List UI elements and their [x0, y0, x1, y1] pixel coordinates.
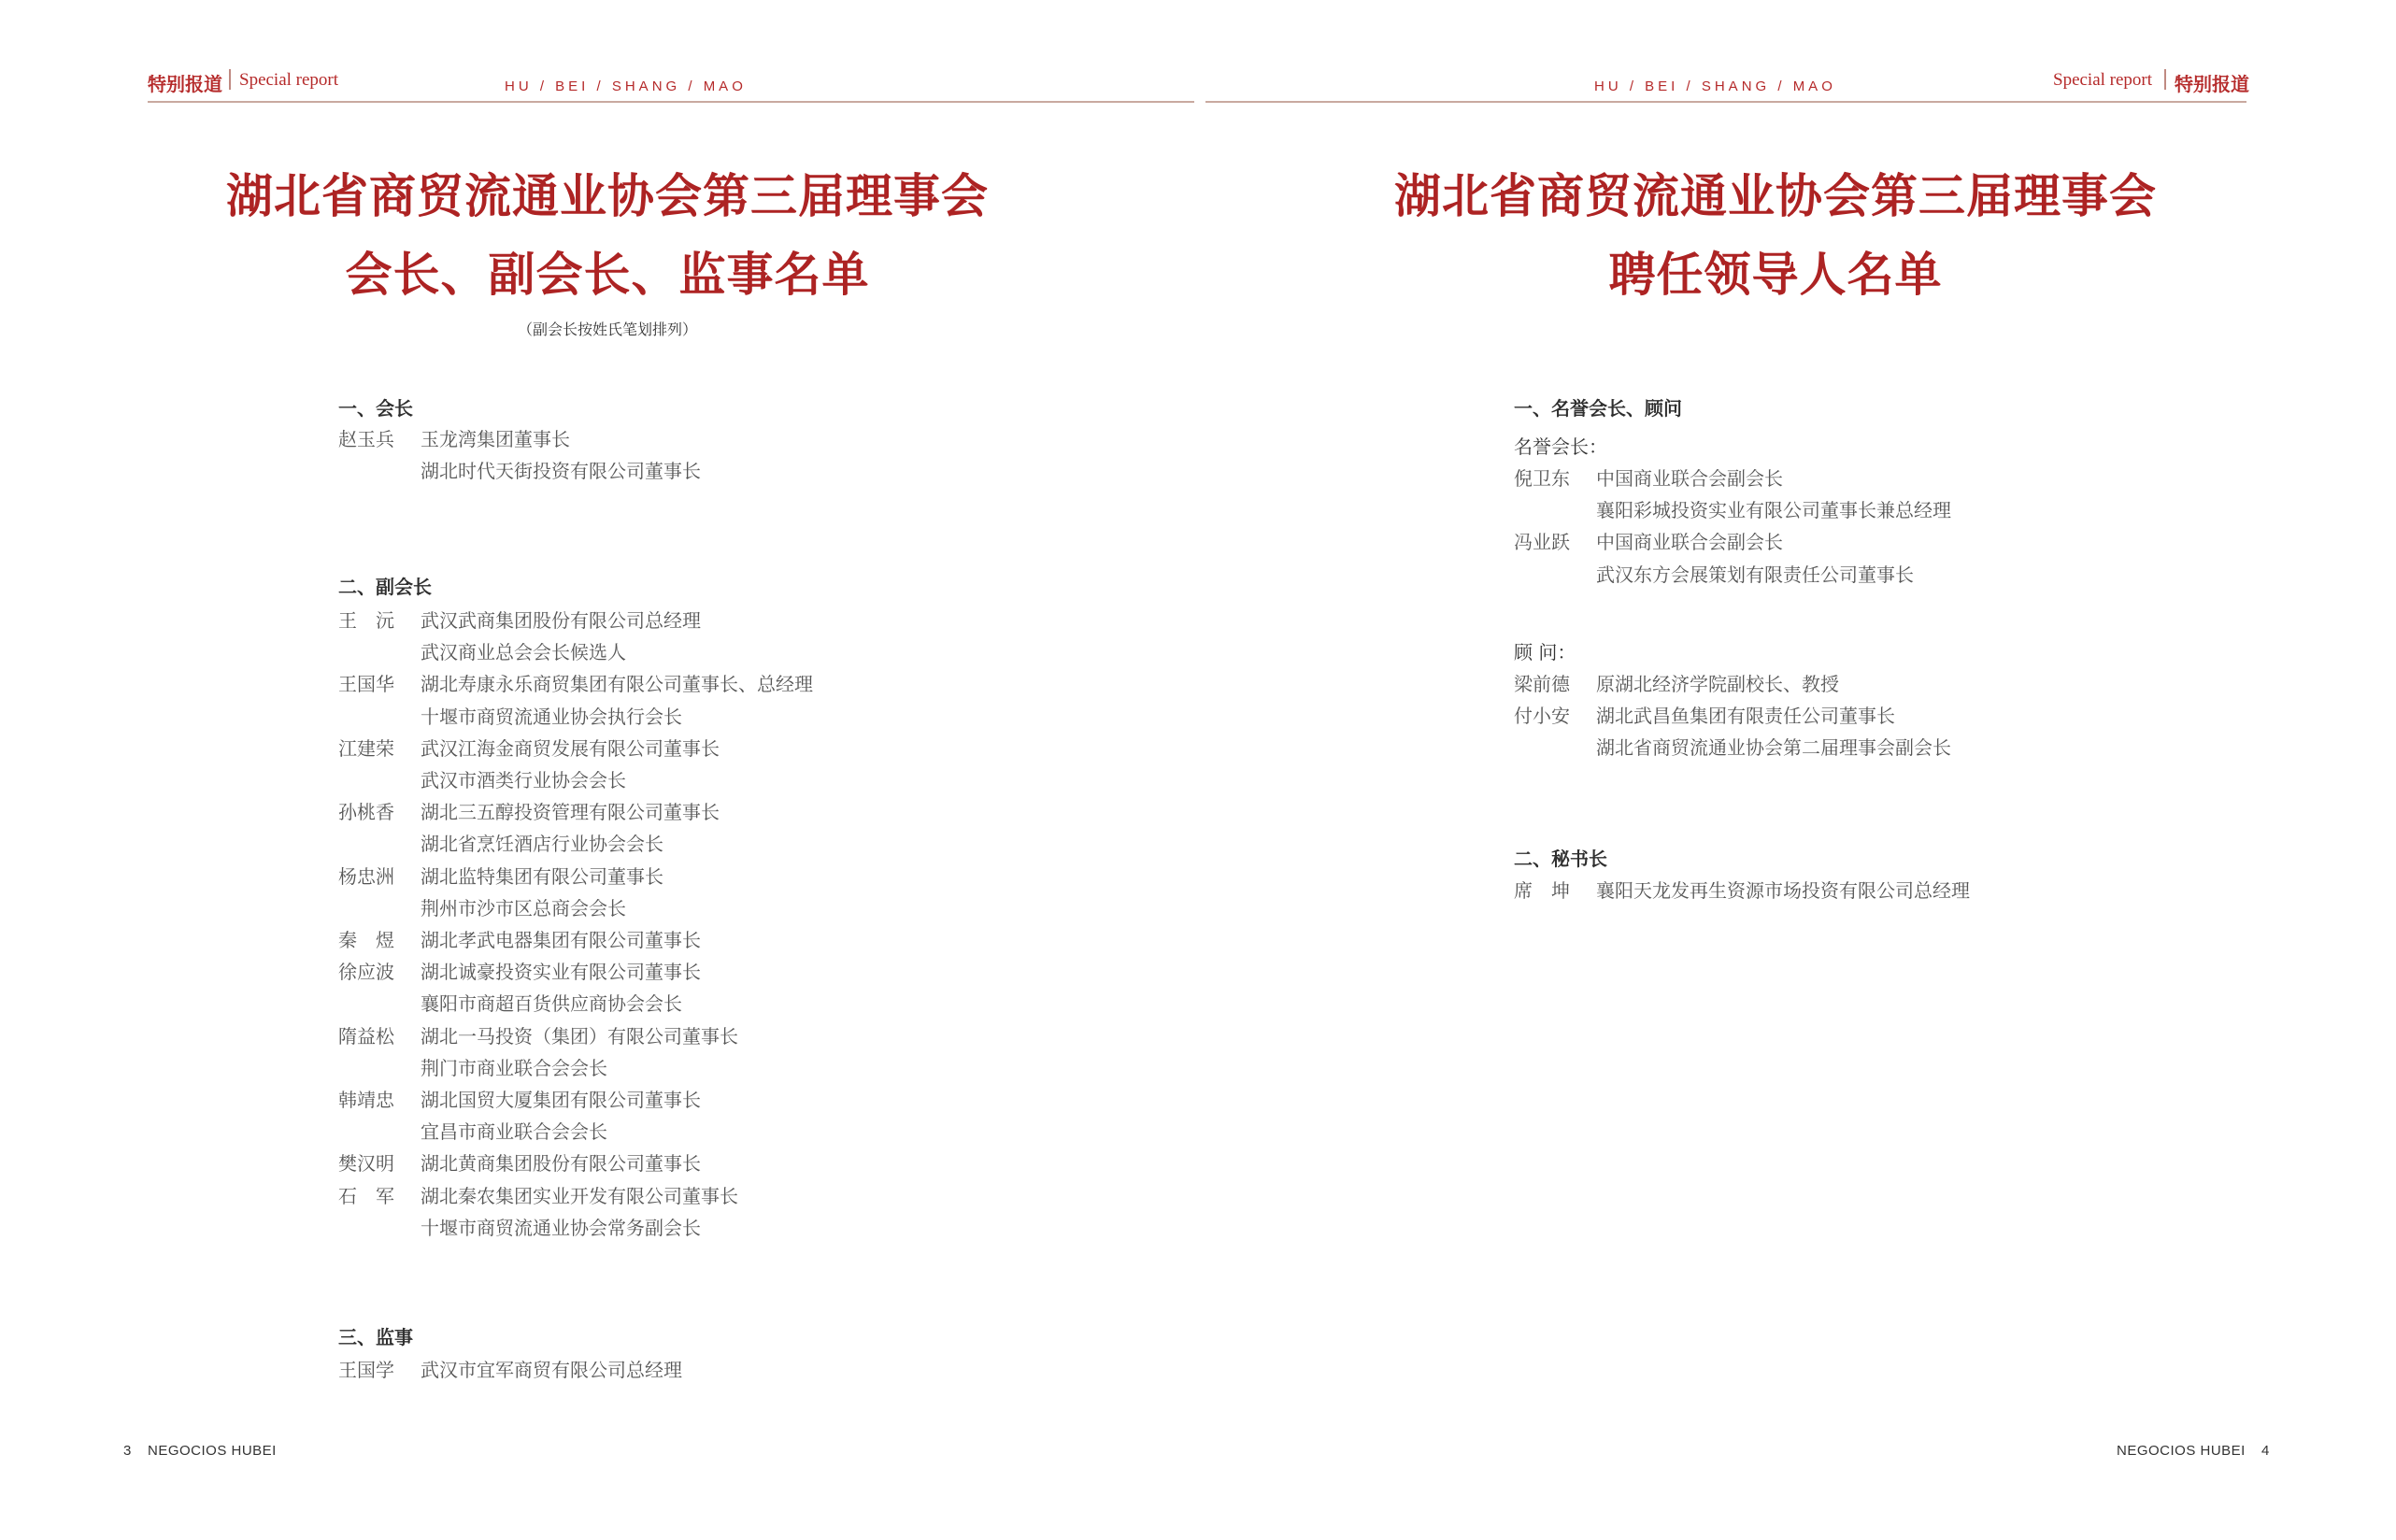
person-title: 湖北三五醇投资管理有限公司董事长	[421, 801, 720, 824]
person-name: 王 沅	[338, 609, 394, 632]
person-name: 隋益松	[338, 1024, 394, 1048]
person-name: 石 军	[338, 1184, 394, 1207]
section-heading-supervisor: 三、监事	[338, 1326, 413, 1348]
person-name: 王国华	[338, 673, 394, 696]
footer-magazine-right: NEGOCIOS HUBEI	[2117, 1443, 2246, 1459]
person-name: 王国学	[338, 1359, 394, 1381]
person-title: 湖北黄商集团股份有限公司董事长	[421, 1152, 701, 1176]
person-name: 梁前德	[1514, 673, 1570, 695]
header-rule	[1205, 101, 2246, 103]
person-title: 湖北孝武电器集团有限公司董事长	[421, 929, 701, 951]
person-title: 襄阳天龙发再生资源市场投资有限公司总经理	[1596, 879, 1970, 902]
person-title: 湖北时代天街投资有限公司董事长	[421, 460, 701, 483]
person-title: 湖北武昌鱼集团有限责任公司董事长	[1596, 705, 1895, 728]
person-title: 武汉武商集团股份有限公司总经理	[421, 609, 701, 632]
person-name: 席 坤	[1514, 879, 1570, 902]
person-name: 韩靖忠	[338, 1089, 394, 1111]
ordering-note: （副会长按姓氏笔划排列）	[517, 321, 697, 338]
page-number-left: 3	[123, 1443, 132, 1459]
person-name: 徐应波	[338, 961, 394, 984]
person-title: 中国商业联合会副会长	[1596, 531, 1783, 554]
person-title: 宜昌市商业联合会会长	[421, 1120, 607, 1144]
section-label-en: Special report	[239, 70, 339, 90]
section-heading-honorary: 一、名誉会长、顾问	[1514, 397, 1682, 420]
section-label-cn: 特别报道	[2175, 73, 2249, 95]
person-title: 武汉江海金商贸发展有限公司董事长	[421, 736, 720, 760]
person-title: 玉龙湾集团董事长	[421, 428, 570, 450]
person-title: 湖北监特集团有限公司董事长	[421, 864, 663, 888]
person-name: 赵玉兵	[338, 428, 394, 450]
person-title: 荆门市商业联合会会长	[421, 1056, 607, 1079]
magazine-name: HU / BEI / SHANG / MAO	[505, 78, 747, 94]
person-name: 冯业跃	[1514, 531, 1570, 554]
page-number-right: 4	[2261, 1443, 2270, 1459]
section-label-cn: 特别报道	[148, 73, 222, 95]
person-title: 湖北一马投资（集团）有限公司董事长	[421, 1024, 738, 1048]
person-title: 中国商业联合会副会长	[1596, 467, 1783, 490]
person-name: 倪卫东	[1514, 467, 1570, 490]
footer-magazine-left: NEGOCIOS HUBEI	[148, 1443, 277, 1459]
person-title: 湖北省烹饪酒店行业协会会长	[421, 833, 663, 856]
person-title: 湖北寿康永乐商贸集团有限公司董事长、总经理	[421, 673, 813, 696]
honorary-label: 名誉会长：	[1514, 435, 1607, 458]
person-title: 湖北省商贸流通业协会第二届理事会副会长	[1596, 736, 1951, 760]
person-name: 秦 煜	[338, 929, 394, 951]
person-title: 湖北诚豪投资实业有限公司董事长	[421, 961, 701, 984]
person-title: 武汉市宜军商贸有限公司总经理	[421, 1359, 682, 1381]
section-heading-vice-presidents: 二、副会长	[338, 576, 432, 598]
magazine-name: HU / BEI / SHANG / MAO	[1594, 78, 1836, 94]
header-rule	[148, 101, 1194, 103]
section-label-en: Special report	[2053, 70, 2153, 90]
person-name: 付小安	[1514, 705, 1570, 728]
person-name: 樊汉明	[338, 1152, 394, 1176]
section-heading-secretary-general: 二、秘书长	[1514, 848, 1607, 870]
page-title-line1: 湖北省商贸流通业协会第三届理事会	[1394, 168, 2157, 223]
page-title-line2: 会长、副会长、监事名单	[345, 247, 870, 302]
person-title: 武汉商业总会会长候选人	[421, 641, 626, 664]
page-title-line2: 聘任领导人名单	[1608, 247, 1943, 302]
person-title: 十堰市商贸流通业协会执行会长	[421, 705, 682, 728]
person-title: 湖北秦农集团实业开发有限公司董事长	[421, 1184, 738, 1207]
section-heading-president: 一、会长	[338, 397, 413, 420]
person-title: 武汉东方会展策划有限责任公司董事长	[1596, 563, 1914, 586]
person-title: 十堰市商贸流通业协会常务副会长	[421, 1216, 701, 1239]
person-name: 孙桃香	[338, 801, 394, 824]
person-title: 襄阳市商超百货供应商协会会长	[421, 992, 682, 1016]
person-title: 原湖北经济学院副校长、教授	[1596, 673, 1839, 695]
person-title: 武汉市酒类行业协会会长	[421, 769, 626, 791]
page-title-line1: 湖北省商贸流通业协会第三届理事会	[226, 168, 989, 223]
person-title: 荆州市沙市区总商会会长	[421, 896, 626, 920]
person-name: 杨忠洲	[338, 864, 394, 888]
person-title: 襄阳彩城投资实业有限公司董事长兼总经理	[1596, 499, 1951, 522]
header-divider	[229, 69, 231, 90]
person-name: 江建荣	[338, 736, 394, 760]
person-title: 湖北国贸大厦集团有限公司董事长	[421, 1089, 701, 1111]
advisor-label: 顾 问：	[1514, 641, 1576, 663]
header-divider	[2164, 69, 2166, 90]
